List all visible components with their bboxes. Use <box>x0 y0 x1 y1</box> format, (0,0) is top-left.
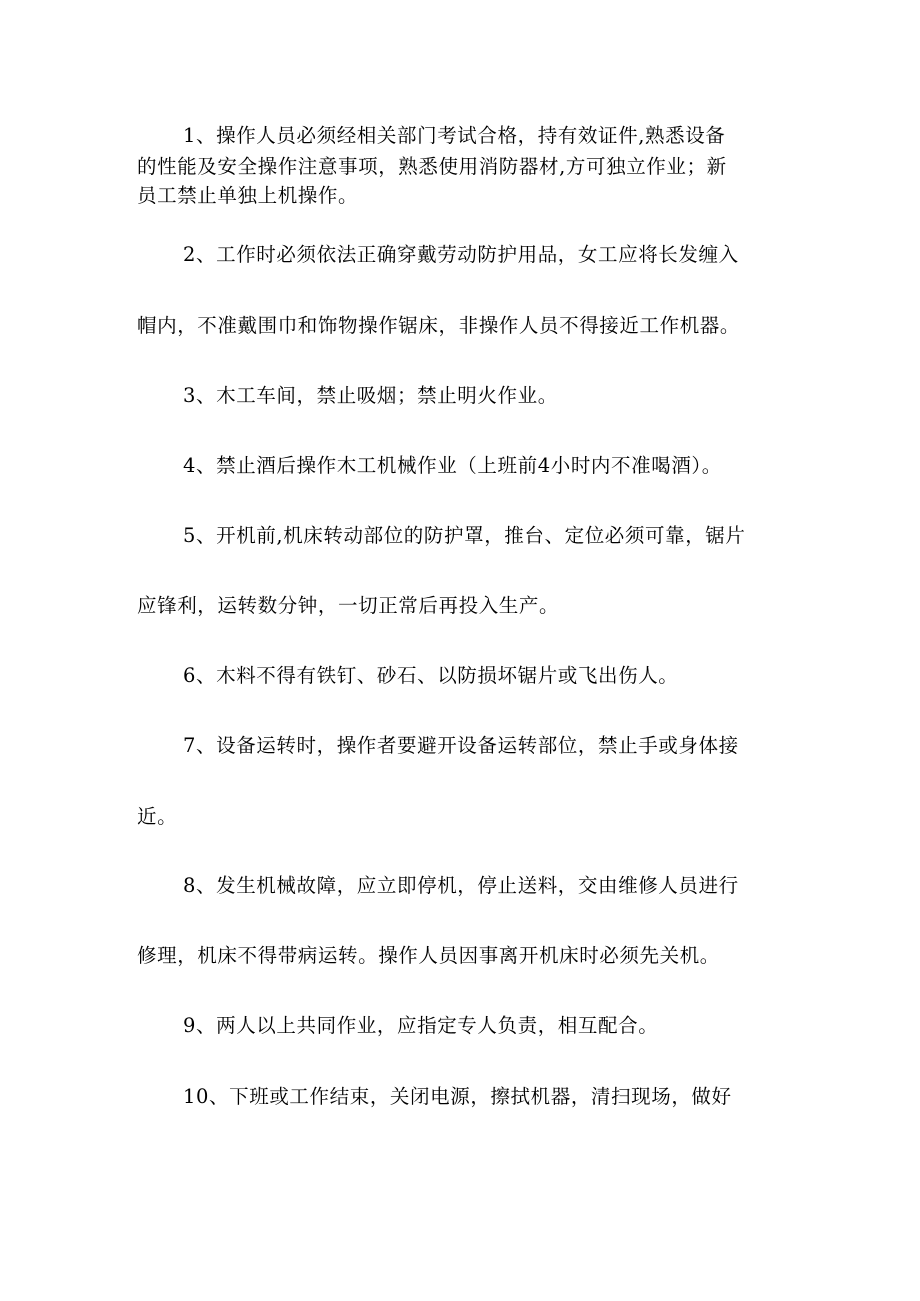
rule-5-line-1: 5、开机前,机床转动部位的防护罩，推台、定位必须可靠，锯片 <box>183 524 746 547</box>
rule-1-line-2: 的性能及安全操作注意事项，熟悉使用消防器材,方可独立作业；新 <box>137 155 727 178</box>
rule-5-line-2: 应锋利，运转数分钟，一切正常后再投入生产。 <box>137 594 560 617</box>
rule-4-line-1: 4、禁止酒后操作木工机械作业（上班前4小时内不准喝酒）。 <box>183 454 722 477</box>
rule-2-line-1: 2、工作时必须依法正确穿戴劳动防护用品，女工应将长发缠入 <box>183 243 739 266</box>
rule-10-line-1: 10、下班或工作结束，关闭电源，擦拭机器，清扫现场，做好 <box>183 1085 732 1108</box>
rule-2-line-2: 帽内，不准戴围巾和饰物操作锯床，非操作人员不得接近工作机器。 <box>137 314 741 337</box>
rule-7-line-1: 7、设备运转时，操作者要避开设备运转部位，禁止手或身体接 <box>183 734 739 757</box>
rule-8-line-1: 8、发生机械故障，应立即停机，停止送料，交由维修人员进行 <box>183 874 739 897</box>
rule-1-line-1: 1、操作人员必须经相关部门考试合格，持有效证件,熟悉设备 <box>183 124 726 147</box>
rule-7-line-2: 近。 <box>137 805 178 828</box>
rule-8-line-2: 修理，机床不得带病运转。操作人员因事离开机床时必须先关机。 <box>137 944 720 967</box>
rule-9-line-1: 9、两人以上共同作业，应指定专人负责，相互配合。 <box>183 1014 659 1037</box>
rule-3-line-1: 3、木工车间，禁止吸烟；禁止明火作业。 <box>183 384 558 407</box>
rule-1-line-3: 员工禁止单独上机操作。 <box>137 184 359 207</box>
rule-6-line-1: 6、木料不得有铁钉、砂石、以防损坏锯片或飞出伤人。 <box>183 664 679 687</box>
